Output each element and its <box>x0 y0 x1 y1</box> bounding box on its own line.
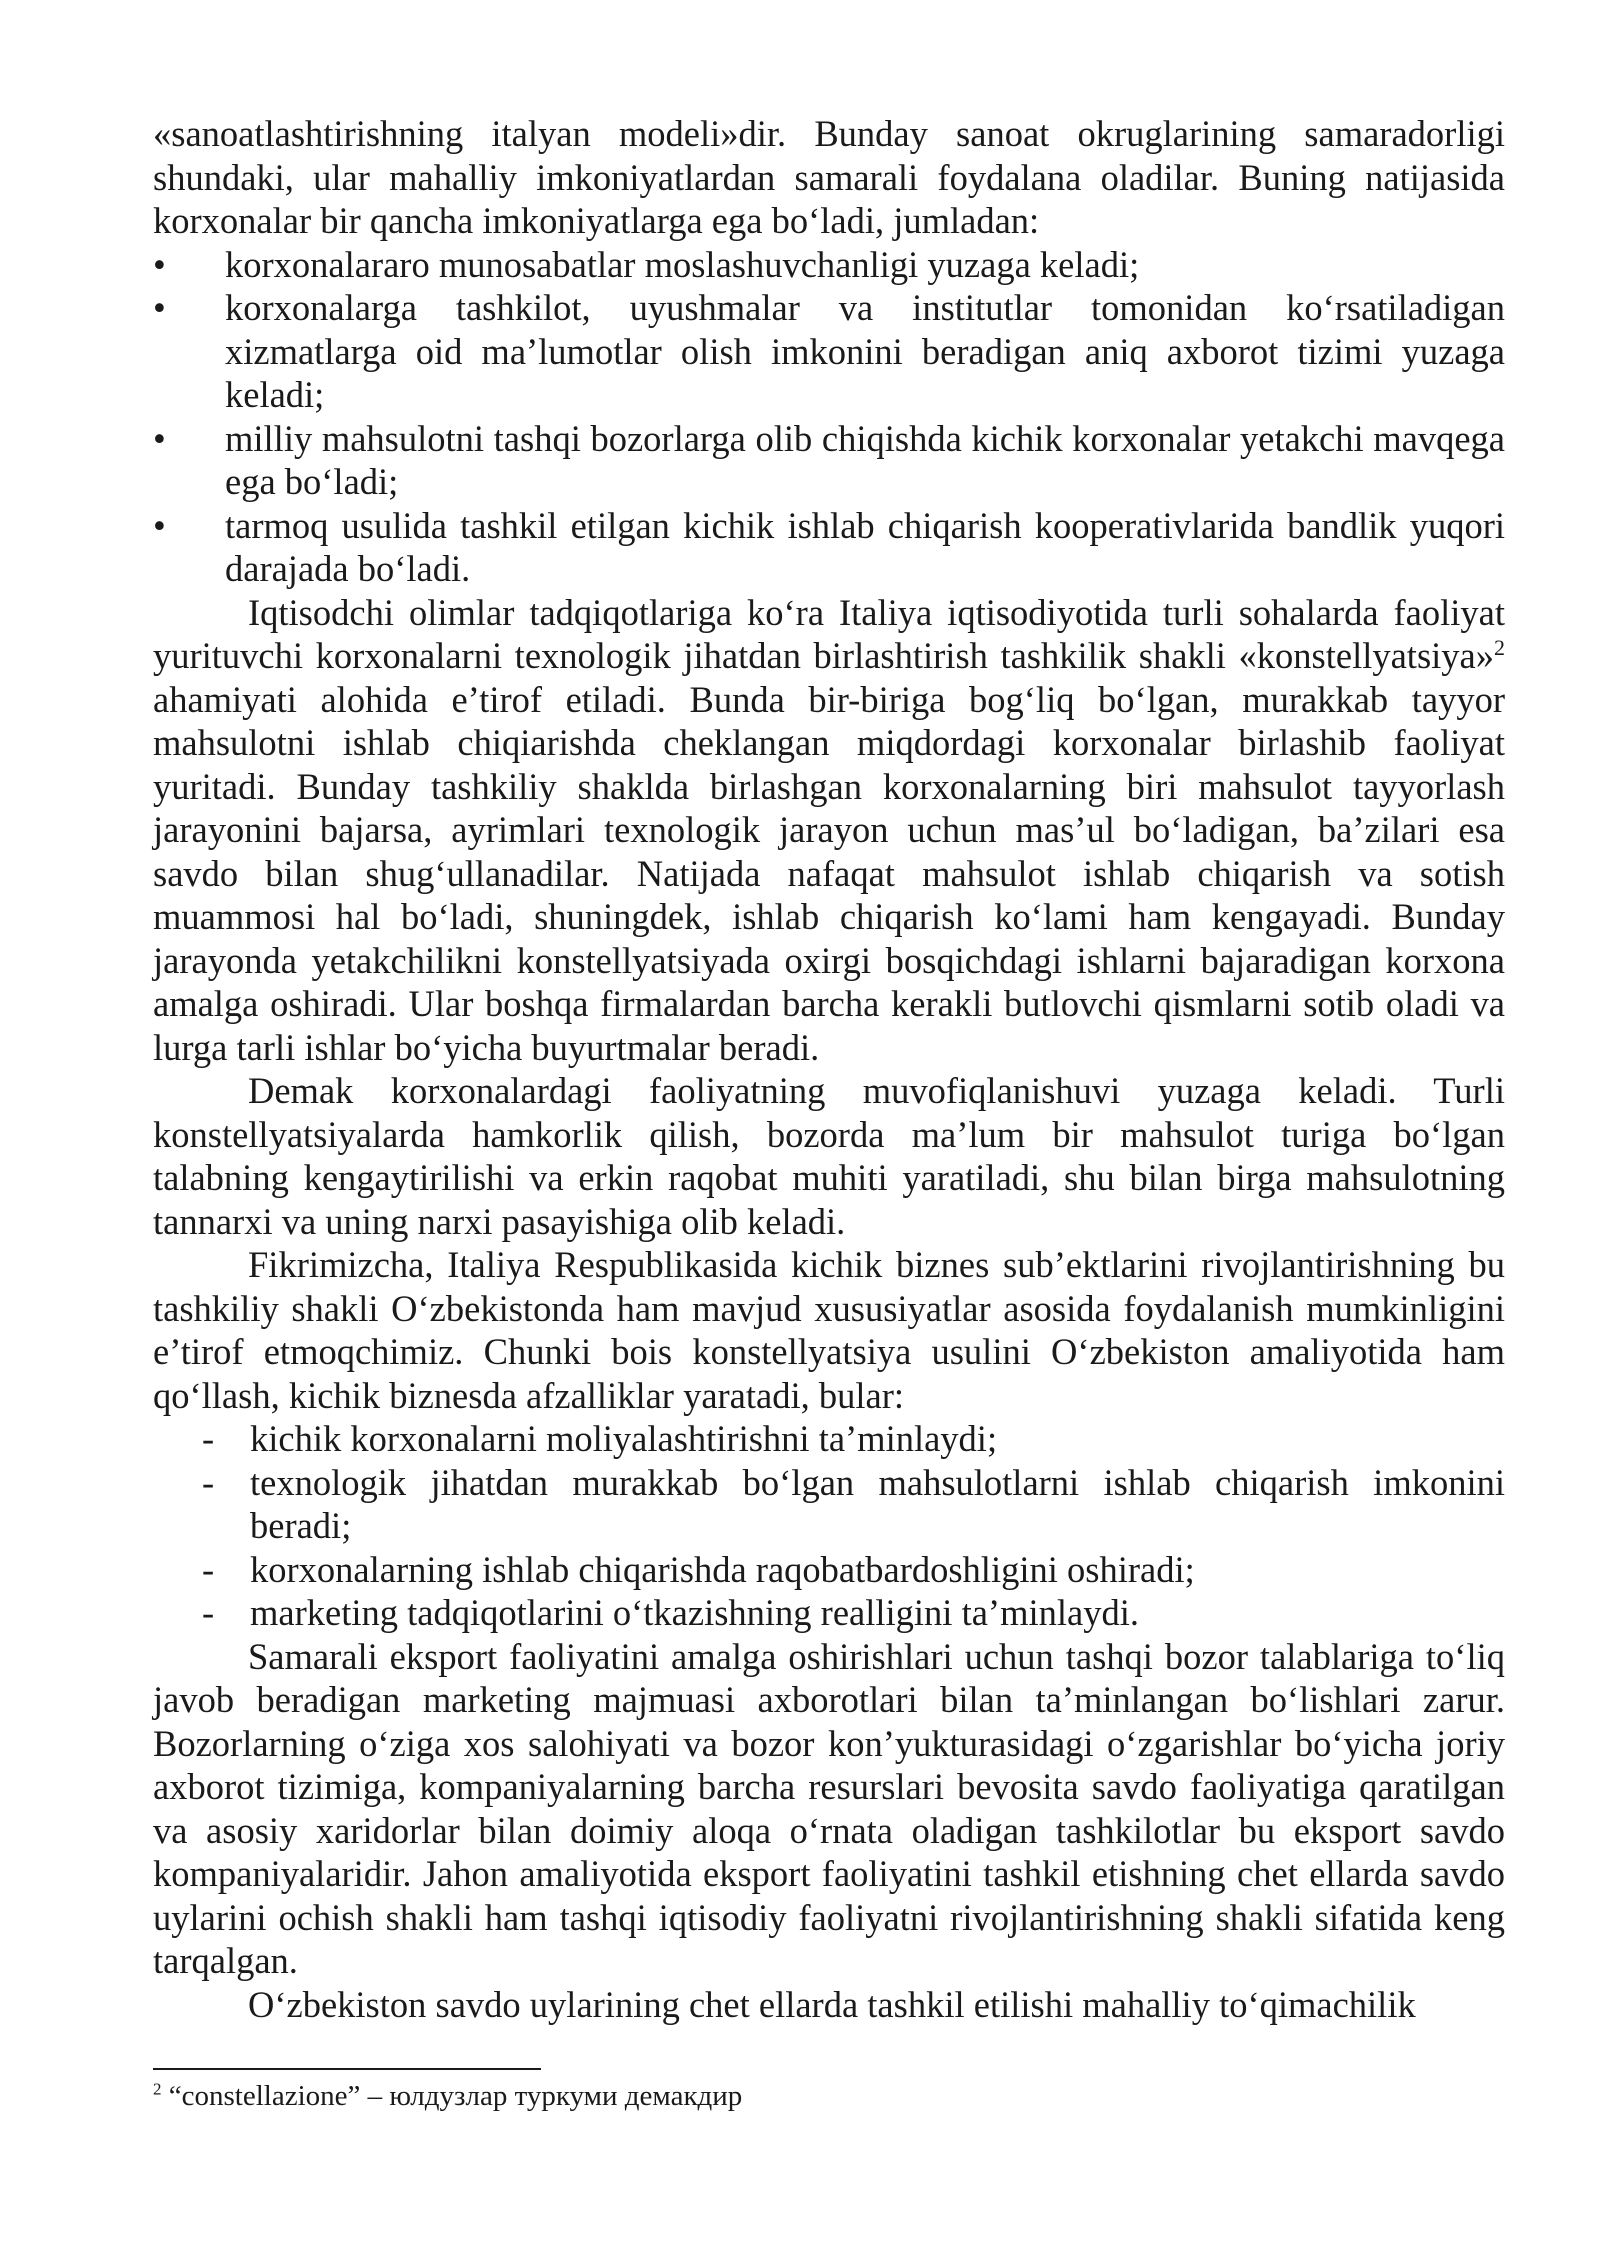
paragraph-2 <box>153 591 1505 1070</box>
list-item-text: korxonalarga tashkilot, uyushmalar va institutlar tomonidan ko‘rsatiladigan xizmatlarga oid ma’lumotlar olish imkonini beradigan aniq axborot tizimi yuzaga keladi; <box>225 287 1505 415</box>
footnote-number: 2 <box>153 2079 162 2099</box>
list-item <box>153 1461 1505 1548</box>
list-item-text: kichik korxonalarni moliyalashtirishni ta’minlaydi; <box>250 1418 998 1459</box>
paragraph-1: «sanoatlashtirishning italyan modeli»dir. Bunday sanoat okruglarining samaradorligi shundaki, ular mahalliy imkoniyatlardan samarali foydalana oladilar. Buning natijasida korxonalar bir qancha imkoniyatlarga ega bo‘ladi, jumladan: <box>153 113 1505 241</box>
list-item-text: korxonalarning ishlab chiqarishda raqobatbardoshligini oshiradi; <box>250 1548 1195 1590</box>
paragraph-3: Demak korxonalardagi faoliyatning muvofiqlanishuvi yuzaga keladi. Turli konstellyatsiyalarda hamkorlik qilish, bozorda ma’lum bir mahsulot turiga bo‘lgan talabning kengaytirilishi va erkin raqobat muhiti yaratiladi, shu bilan birga mahsulotning tannarxi va uning narxi pasayishiga olib keladi. <box>153 1070 1505 1242</box>
list-item <box>153 286 1505 417</box>
footnote-separator <box>153 2068 541 2070</box>
paragraph-2-start: Iqtisodchi olimlar tadqiqotlariga ko‘ra Italiya iqtisodiyotida turli sohalarda faoliyat yurituvchi korxonalarni texnologik jihatdan birlashtirish tashkilik shakli «konstellyatsiya» <box>153 591 1505 676</box>
list-item <box>153 417 1505 504</box>
bullet-marker: • <box>153 417 166 459</box>
paragraph-6: O‘zbekiston savdo uylarining chet ellarda tashkil etilishi mahalliy to‘qimachilik <box>248 1983 1416 2025</box>
bullet-list <box>153 243 1505 591</box>
paragraph-5: Samarali eksport faoliyatini amalga oshirishlari uchun tashqi bozor talablariga to‘liq javob beradigan marketing majmuasi axborotlari bilan ta’minlangan bo‘lishlari zarur. Bozorlarning o‘ziga xos salohiyati va bozor kon’yukturasidagi o‘zgarishlar bo‘yicha joriy axborot tizimiga, kompaniyalarning barcha resurslari bevosita savdo faoliyatiga qaratilgan va asosiy xaridorlar bilan doimiy aloqa o‘rnata oladigan tashkilotlar bu eksport savdo kompaniyalaridir. Jahon amaliyotida eksport faoliyatini tashkil etishning chet ellarda savdo uylarini ochish shakli ham tashqi iqtisodiy faoliyatni rivojlantirishning shakli sifatida keng tarqalgan. <box>153 1635 1505 1981</box>
footnote-reference[interactable]: 2 <box>1494 634 1505 660</box>
list-item <box>153 1591 1505 1635</box>
bullet-marker: • <box>153 287 166 328</box>
list-item <box>153 1548 1505 1592</box>
dash-marker: - <box>202 1418 215 1459</box>
list-item-text: tarmoq usulida tashkil etilgan kichik ishlab chiqarish kooperativlarida bandlik yuqori darajada bo‘ladi. <box>225 504 1505 589</box>
list-item-text: milliy mahsulotni tashqi bozorlarga olib chiqishda kichik korxonalar yetakchi mavqega ega bo‘ladi; <box>225 417 1505 502</box>
list-item-text: marketing tadqiqotlarini o‘tkazishning realligini ta’minlaydi. <box>250 1592 1139 1633</box>
list-item <box>153 1417 1505 1461</box>
list-item-text: korxonalararo munosabatlar moslashuvchanligi yuzaga keladi; <box>225 243 1140 285</box>
paragraph-2-rest: ahamiyati alohida e’tirof etiladi. Bunda bir-biriga bog‘liq bo‘lgan, murakkab tayyor mahsulotni ishlab chiqiarishda cheklangan miqdordagi korxonalar birlashib faoliyat yuritadi. Bunday tashkiliy shaklda birlashgan korxonalarning biri mahsulot tayyorlash jarayonini bajarsa, ayrimlari texnologik jarayon uchun mas’ul bo‘ladigan, ba’zilari esa savdo bilan shug‘ullanadilar. Natijada nafaqat mahsulot ishlab chiqarish va sotish muammosi hal bo‘ladi, shuningdek, ishlab chiqarish ko‘lami ham kengayadi. Bunday jarayonda yetakchilikni konstellyatsiyada oxirgi bosqichdagi ishlarni bajaradigan korxona amalga oshiradi. Ular boshqa firmalardan barcha kerakli butlovchi qismlarni sotib oladi va lurga tarli ishlar bo‘yicha buyurtmalar beradi. <box>153 678 1505 1068</box>
list-item <box>153 243 1505 287</box>
bullet-marker: • <box>153 243 166 285</box>
dash-marker: - <box>202 1461 215 1503</box>
list-item-text: texnologik jihatdan murakkab bo‘lgan mahsulotlarni ishlab chiqarish imkonini beradi; <box>250 1461 1505 1546</box>
dash-list <box>153 1417 1505 1635</box>
bullet-marker: • <box>153 504 166 546</box>
dash-marker: - <box>202 1548 215 1590</box>
dash-marker: - <box>202 1592 215 1633</box>
footnote-text: “constellazione” – юлдузлар туркуми демакдир <box>161 2080 743 2112</box>
paragraph-4: Fikrimizcha, Italiya Respublikasida kichik biznes sub’ektlarini rivojlantirishning bu tashkiliy shakli O‘zbekistonda ham mavjud xususiyatlar asosida foydalanish mumkinligini e’tirof etmoqchimiz. Chunki bois konstellyatsiya usulini O‘zbekiston amaliyotida ham qo‘llash, kichik biznesda afzalliklar yaratadi, bular: <box>153 1244 1505 1416</box>
footnote <box>153 2078 1505 2114</box>
list-item <box>153 504 1505 591</box>
document-body <box>153 112 1505 2026</box>
